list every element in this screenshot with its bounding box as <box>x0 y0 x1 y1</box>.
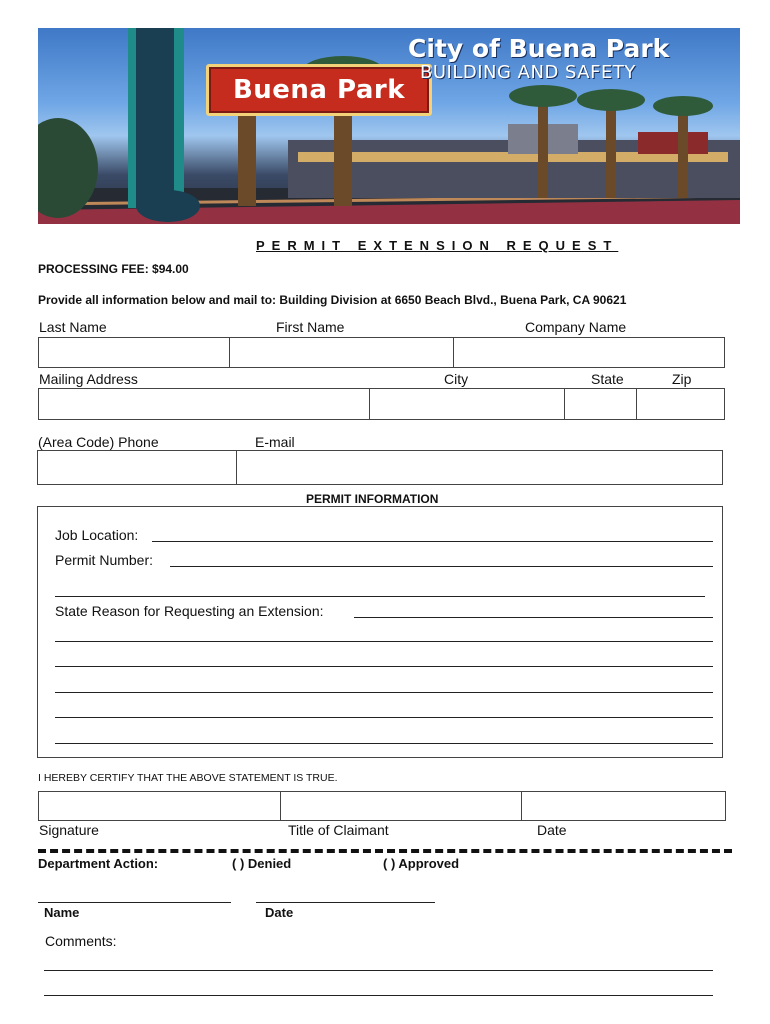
approved-checkbox[interactable]: ( ) Approved <box>383 856 460 871</box>
city-label: City <box>444 371 469 387</box>
state-field[interactable] <box>564 388 637 420</box>
signature-field[interactable] <box>38 791 281 821</box>
reason-label: State Reason for Requesting an Extension: <box>55 603 324 619</box>
first-name-field[interactable] <box>229 337 454 368</box>
department-action-label: Department Action: <box>38 856 159 871</box>
dept-name-line[interactable] <box>38 902 231 903</box>
zip-field[interactable] <box>636 388 725 420</box>
sign-text: Buena Park <box>232 75 406 105</box>
city-field[interactable] <box>369 388 565 420</box>
phone-field[interactable] <box>37 450 237 485</box>
signature-label: Signature <box>39 822 99 838</box>
city-title: City of Buena Park <box>408 34 670 63</box>
phone-label: (Area Code) Phone <box>38 434 159 450</box>
mailing-address-field[interactable] <box>38 388 370 420</box>
first-name-label: First Name <box>276 319 345 335</box>
reason-line-4[interactable] <box>55 692 713 693</box>
permit-number-label: Permit Number: <box>55 552 154 568</box>
department-separator <box>38 849 732 853</box>
reason-line-5[interactable] <box>55 717 713 718</box>
denied-checkbox[interactable]: ( ) Denied <box>232 856 292 871</box>
permit-info-box <box>37 506 723 758</box>
permit-info-title: PERMIT INFORMATION <box>306 492 439 506</box>
title-of-claimant-label: Title of Claimant <box>288 822 389 838</box>
email-field[interactable] <box>236 450 723 485</box>
reason-line-1[interactable] <box>354 617 713 618</box>
comments-line-1[interactable] <box>44 970 713 971</box>
company-name-field[interactable] <box>453 337 725 368</box>
certify-statement: I HEREBY CERTIFY THAT THE ABOVE STATEMENT IS TRUE. <box>38 772 338 784</box>
permit-number-line[interactable] <box>170 566 713 567</box>
reason-line-3[interactable] <box>55 666 713 667</box>
comments-line-2[interactable] <box>44 995 713 996</box>
claimant-date-field[interactable] <box>521 791 726 821</box>
form-title: PERMIT EXTENSION REQUEST <box>256 238 619 253</box>
state-label: State <box>591 371 624 387</box>
dept-date-line[interactable] <box>256 902 435 903</box>
last-name-field[interactable] <box>38 337 230 368</box>
reason-line-2[interactable] <box>55 641 713 642</box>
header-banner-image <box>38 28 740 224</box>
claimant-date-label: Date <box>537 822 567 838</box>
reason-line-6[interactable] <box>55 743 713 744</box>
processing-fee: PROCESSING FEE: $94.00 <box>38 262 189 276</box>
mailing-address-label: Mailing Address <box>39 371 138 387</box>
dept-date-label: Date <box>265 905 294 920</box>
buena-park-sign <box>206 64 432 116</box>
dept-name-label: Name <box>44 905 80 920</box>
email-label: E-mail <box>255 434 295 450</box>
title-of-claimant-field[interactable] <box>280 791 522 821</box>
permit-extra-line[interactable] <box>55 596 705 597</box>
company-name-label: Company Name <box>525 319 627 335</box>
department-subtitle: BUILDING AND SAFETY <box>420 62 636 83</box>
zip-label: Zip <box>672 371 692 387</box>
job-location-line[interactable] <box>152 541 713 542</box>
job-location-label: Job Location: <box>55 527 139 543</box>
last-name-label: Last Name <box>39 319 107 335</box>
mailing-instructions: Provide all information below and mail to: Building Division at 6650 Beach Blvd., Buena Park, CA 90621 <box>38 293 627 307</box>
comments-label: Comments: <box>45 933 117 949</box>
